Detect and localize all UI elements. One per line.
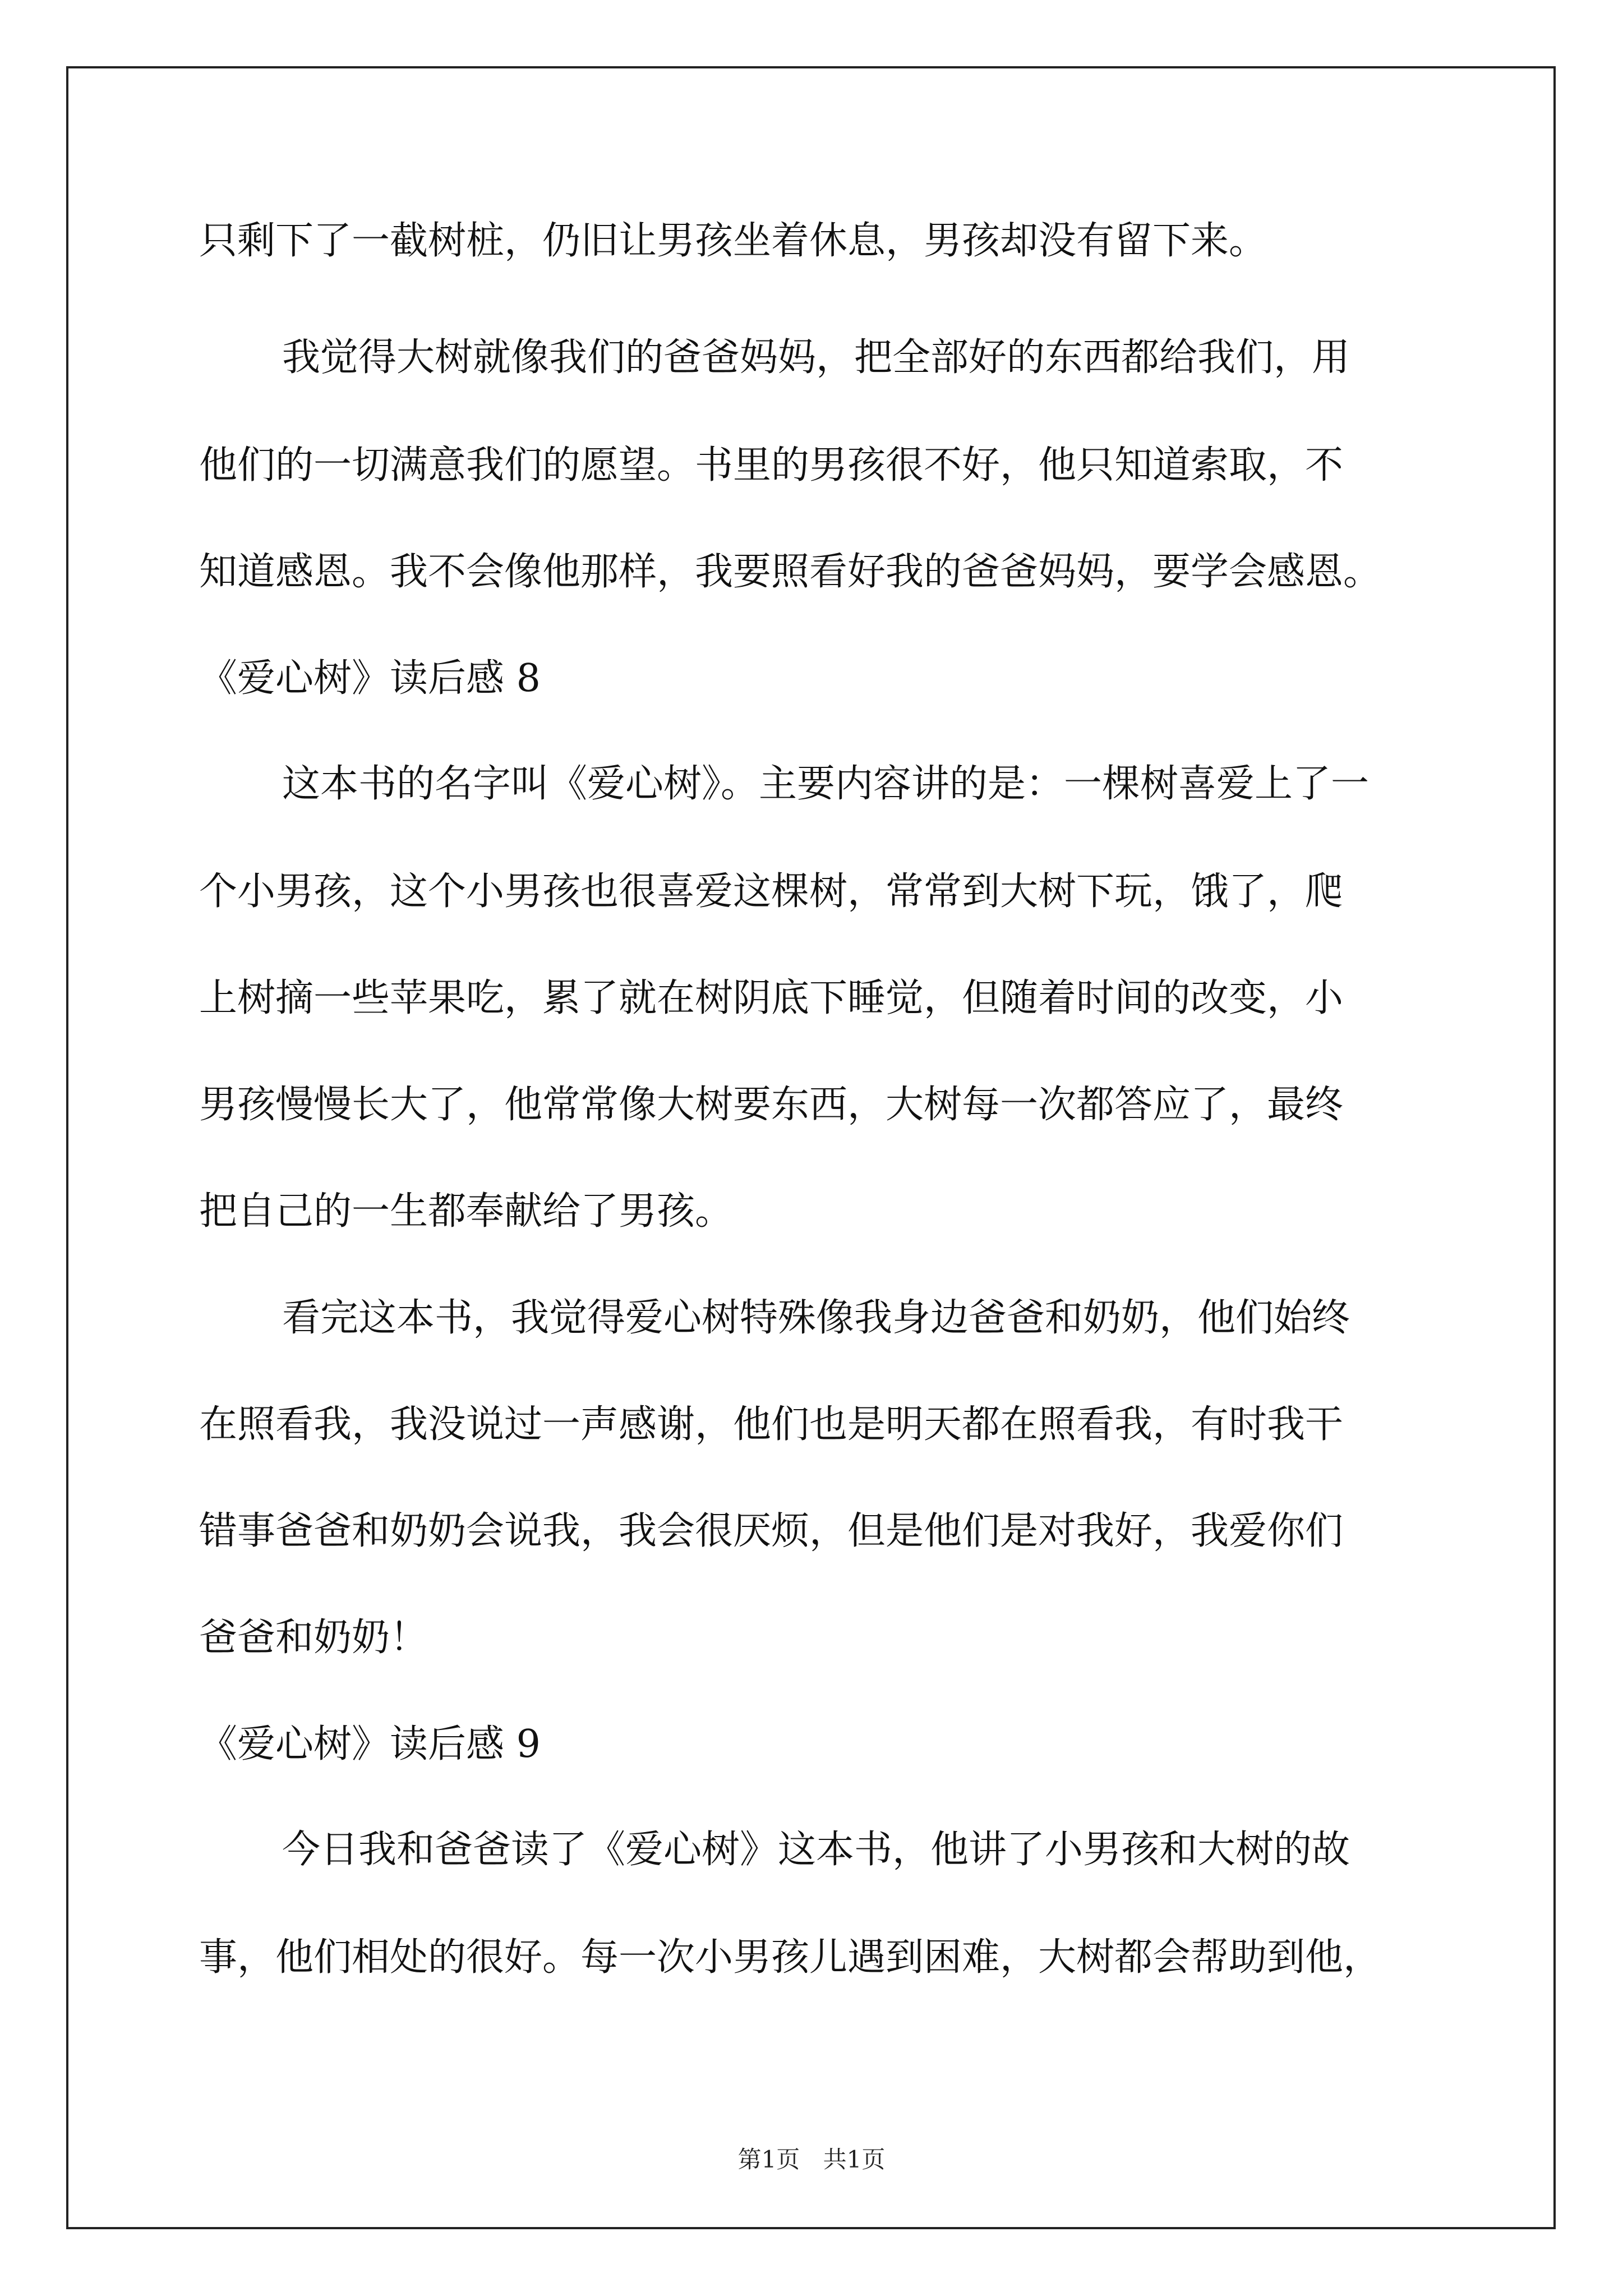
section-heading: 《爱心树》读后感 9 [199, 1722, 541, 1766]
paragraph-line: 爸爸和奶奶！ [199, 1616, 428, 1660]
page-count: 共1页 [823, 2146, 886, 2173]
paragraph-line: 他们的一切满意我们的愿望。书里的男孩很不好，他只知道索取，不 [199, 443, 1344, 487]
page-border [66, 66, 1556, 2229]
paragraph-line: 今日我和爸爸读了《爱心树》这本书，他讲了小男孩和大树的故 [282, 1828, 1350, 1872]
section-heading: 《爱心树》读后感 8 [199, 656, 541, 701]
paragraph-line: 只剩下了一截树桩，仍旧让男孩坐着休息，男孩却没有留下来。 [199, 219, 1267, 263]
page-number: 第1页 [737, 2146, 800, 2173]
paragraph-line: 把自己的一生都奉献给了男孩。 [199, 1189, 734, 1234]
paragraph-line: 这本书的名字叫《爱心树》。主要内容讲的是：一棵树喜爱上了一 [282, 762, 1370, 806]
page-footer [0, 2144, 1623, 2175]
paragraph-line: 个小男孩，这个小男孩也很喜爱这棵树，常常到大树下玩，饿了，爬 [199, 869, 1344, 914]
paragraph-line: 事，他们相处的很好。每一次小男孩儿遇到困难，大树都会帮助到他， [199, 1935, 1382, 1980]
paragraph-line: 看完这本书，我觉得爱心树特殊像我身边爸爸和奶奶，他们始终 [282, 1296, 1350, 1340]
paragraph-line: 男孩慢慢长大了，他常常像大树要东西，大树每一次都答应了，最终 [199, 1083, 1344, 1127]
paragraph-line: 上树摘一些苹果吃，累了就在树阴底下睡觉，但随着时间的改变，小 [199, 976, 1344, 1020]
paragraph-line: 知道感恩。我不会像他那样，我要照看好我的爸爸妈妈，要学会感恩。 [199, 550, 1382, 594]
paragraph-line: 我觉得大树就像我们的爸爸妈妈，把全部好的东西都给我们，用 [282, 335, 1350, 380]
paragraph-line: 在照看我，我没说过一声感谢，他们也是明天都在照看我，有时我干 [199, 1402, 1344, 1447]
paragraph-line: 错事爸爸和奶奶会说我，我会很厌烦，但是他们是对我好，我爱你们 [199, 1509, 1344, 1553]
